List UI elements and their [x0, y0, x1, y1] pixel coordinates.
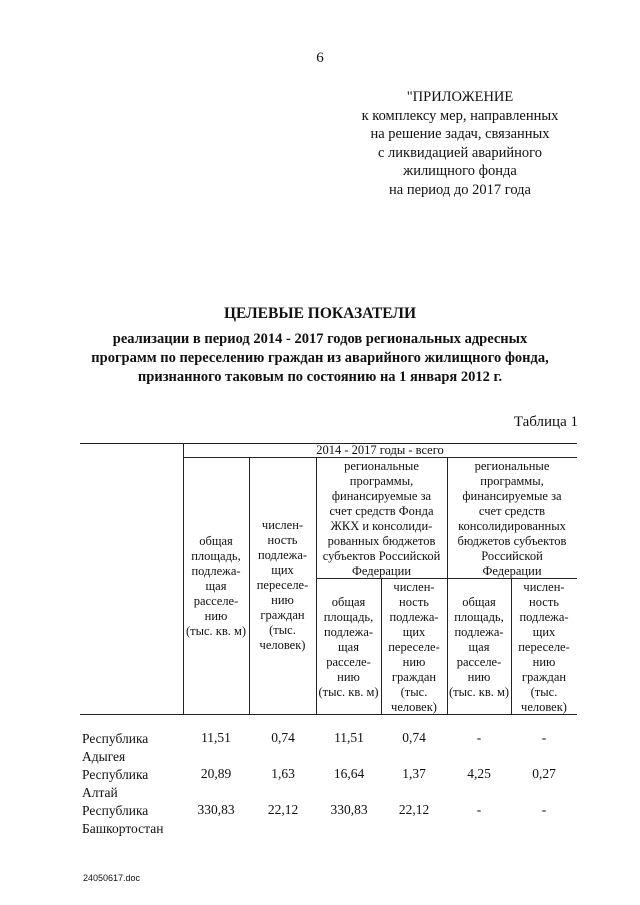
table-cell: 0,74	[271, 730, 295, 745]
header-text: числен-	[523, 580, 565, 594]
table-cell: -	[541, 802, 547, 817]
header-text: подлежа-	[191, 564, 241, 578]
table-cell: 330,83	[197, 802, 235, 817]
appendix-line: жилищного фонда	[403, 163, 517, 179]
header-text: переселе-	[388, 640, 440, 654]
table-cell: -	[476, 802, 482, 817]
region-name: Республика	[82, 731, 149, 746]
header-text: (тыс. кв. м)	[185, 624, 247, 638]
table-cell: 11,51	[334, 730, 364, 745]
header-text: консолидированных	[458, 519, 566, 533]
header-text: ность	[399, 595, 429, 609]
header-text: ность	[529, 595, 559, 609]
subtitle-line: признанного таковым по состоянию на 1 января 2012 г.	[137, 369, 503, 385]
header-text: граждан	[260, 608, 305, 622]
header-period: 2014 - 2017 годы - всего	[316, 443, 444, 457]
header-group-budget	[447, 459, 577, 579]
appendix-heading	[330, 88, 590, 199]
header-text: площадь,	[191, 549, 241, 563]
header-text: граждан	[391, 670, 437, 684]
table-cell: 16,64	[333, 766, 365, 781]
header-text: площадь,	[454, 610, 504, 624]
header-text: нию	[402, 655, 426, 669]
header-text: нию	[271, 593, 294, 607]
header-text: подлежа-	[257, 548, 308, 562]
header-text: числен-	[261, 518, 304, 532]
header-text: общая	[462, 595, 496, 609]
header-text: рованных бюджетов	[327, 534, 436, 548]
region-name: Башкортостан	[82, 821, 164, 836]
header-text: переселе-	[256, 578, 309, 592]
header-text: нию	[467, 670, 491, 684]
header-text: ЖКХ и консолиди-	[330, 519, 433, 533]
header-text: расселе-	[193, 594, 239, 608]
header-fund-people	[381, 580, 447, 715]
header-text: щая	[205, 579, 227, 593]
header-text: щих	[402, 625, 426, 639]
table-cell: 1,63	[271, 766, 295, 781]
header-text: нию	[337, 670, 360, 684]
table-cell: 11,51	[201, 730, 231, 745]
region-name: Алтай	[82, 785, 118, 800]
header-text: программы,	[480, 474, 544, 488]
table-cell: -	[476, 730, 482, 745]
header-text: нию	[204, 609, 228, 623]
appendix-line: на решение задач, связанных	[370, 126, 550, 142]
header-budget-people	[511, 580, 577, 715]
header-text: расселе-	[456, 655, 502, 669]
table-row-name	[82, 730, 148, 766]
header-text: человек)	[259, 638, 306, 652]
region-name: Республика	[82, 767, 149, 782]
table-row-name	[82, 802, 163, 838]
table-cell: 0,74	[402, 730, 426, 745]
subtitle-line: реализации в период 2014 - 2017 годов региональных адресных	[112, 331, 528, 347]
header-text: Федерации	[351, 564, 412, 578]
table-cell: 22,12	[267, 802, 299, 817]
header-text: региональные	[344, 459, 419, 473]
header-fund-area	[316, 595, 381, 700]
header-text: финансируемые за	[331, 489, 432, 503]
header-text: бюджетов субъектов	[457, 534, 567, 548]
header-text: человек)	[521, 700, 567, 714]
table-cell: 330,83	[330, 802, 368, 817]
region-name: Республика	[82, 803, 149, 818]
header-text: (тыс.	[400, 685, 428, 699]
table-cell: 22,12	[398, 802, 430, 817]
header-text: щая	[338, 640, 359, 654]
header-text: ность	[267, 533, 298, 547]
header-text: граждан	[521, 670, 567, 684]
header-text: щих	[271, 563, 294, 577]
header-text: расселе-	[326, 655, 371, 669]
table-row-name	[82, 766, 148, 802]
header-area-total	[183, 534, 249, 639]
region-name: Адыгея	[82, 749, 126, 764]
header-text: общая	[199, 534, 233, 548]
header-text: (тыс.	[530, 685, 558, 699]
header-text: числен-	[393, 580, 435, 594]
table-label: Таблица 1	[513, 414, 578, 430]
header-text: региональные	[474, 459, 550, 473]
page-number: 6	[316, 50, 324, 66]
header-text: площадь,	[323, 610, 374, 624]
header-text: подлежа-	[323, 625, 374, 639]
document-title: ЦЕЛЕВЫЕ ПОКАЗАТЕЛИ	[223, 305, 417, 322]
subtitle-line: программ по переселению граждан из аварийного жилищного фонда,	[91, 350, 549, 366]
table-cell: 1,37	[402, 766, 426, 781]
header-text: финансируемые за	[462, 489, 562, 503]
appendix-line: к комплексу мер, направленных	[361, 107, 559, 124]
header-bottom-border	[80, 714, 577, 715]
header-text: подлежа-	[389, 610, 439, 624]
header-text: (тыс. кв. м)	[318, 685, 379, 699]
header-text: щих	[532, 625, 556, 639]
appendix-line: на период до 2017 года	[389, 181, 531, 198]
header-text: счет средств Фонда	[329, 504, 434, 518]
header-budget-area	[447, 595, 511, 700]
table-cell: 20,89	[200, 766, 232, 781]
header-text: программы,	[349, 474, 414, 488]
appendix-line: "ПРИЛОЖЕНИЕ	[406, 89, 514, 105]
table-cell: 4,25	[467, 766, 491, 781]
footer-filename: 24050617.doc	[83, 873, 141, 883]
header-text: счет средств	[478, 504, 546, 518]
header-text: человек)	[391, 700, 437, 714]
header-text: переселе-	[518, 640, 570, 654]
header-text: (тыс.	[269, 623, 296, 637]
document-subtitle	[60, 330, 580, 387]
header-text: нию	[532, 655, 556, 669]
header-group-fund	[316, 459, 447, 579]
header-text: подлежа-	[454, 625, 504, 639]
header-people-total	[249, 518, 316, 653]
appendix-line: с ликвидацией аварийного	[377, 144, 542, 161]
header-text: щая	[468, 640, 490, 654]
table-cell: -	[541, 730, 547, 745]
header-text: общая	[331, 595, 366, 609]
header-text: Федерации	[482, 564, 542, 578]
header-text: Российской	[481, 549, 543, 563]
table-cell: 0,27	[532, 766, 556, 781]
header-text: подлежа-	[519, 610, 569, 624]
header-text: (тыс. кв. м)	[448, 685, 510, 699]
header-text: субъектов Российской	[322, 549, 441, 563]
